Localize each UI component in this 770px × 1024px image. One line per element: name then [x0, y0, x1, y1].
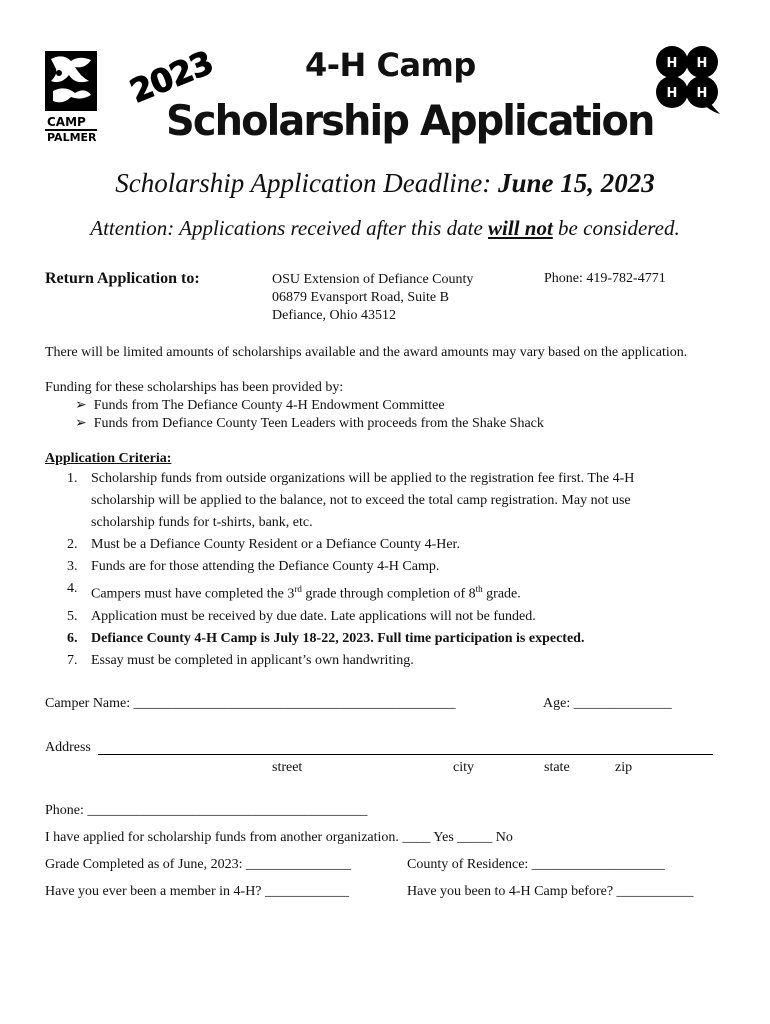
county-field[interactable]: County of Residence: ___________________ — [407, 857, 665, 872]
svg-text:PALMER: PALMER — [47, 131, 97, 143]
main-title: Scholarship Application — [166, 96, 654, 145]
attention-prefix: Attention: Applications received after this date — [90, 216, 489, 240]
camp-before-field[interactable]: Have you been to 4-H Camp before? ___________ — [407, 884, 694, 899]
year-title: 2023 — [124, 43, 218, 111]
svg-text:CAMP: CAMP — [47, 115, 86, 129]
svg-text:H: H — [666, 86, 678, 101]
address-sub-street: street — [272, 760, 303, 775]
deadline-prefix: Scholarship Application Deadline: — [115, 168, 498, 198]
arrow-bullet-icon: ➢ — [75, 398, 87, 413]
other-org-field[interactable]: I have applied for scholarship funds from another organization. ____ Yes _____ No — [45, 830, 513, 845]
grade-field[interactable]: Grade Completed as of June, 2023: _______________ — [45, 857, 352, 872]
criteria-heading: Application Criteria: — [45, 451, 172, 466]
list-item: 5. Application must be received by due date. Late applications will not be funded. — [67, 608, 536, 624]
list-item: 7. Essay must be completed in applicant’s own handwriting. — [67, 652, 414, 668]
camp-title: 4-H Camp — [305, 46, 476, 84]
list-item: 2. Must be a Defiance County Resident or a Defiance County 4-Her. — [67, 537, 460, 552]
phone-field[interactable]: Phone: ________________________________________ — [45, 803, 368, 818]
criteria-list — [67, 468, 727, 672]
address-line: 06879 Evansport Road, Suite B — [272, 290, 449, 305]
deadline-date: June 15, 2023 — [497, 168, 655, 198]
return-address — [272, 271, 473, 325]
address-line: OSU Extension of Defiance County — [272, 272, 474, 287]
svg-text:H: H — [696, 56, 708, 71]
funding-intro: Funding for these scholarships has been provided by: — [45, 380, 344, 395]
arrow-bullet-icon: ➢ — [75, 416, 87, 431]
address-line: Defiance, Ohio 43512 — [272, 308, 397, 323]
attention-line — [0, 216, 770, 241]
list-item: ➢ Funds from The Defiance County 4-H Endowment Committee — [75, 398, 445, 413]
member-field[interactable]: Have you ever been a member in 4-H? ____________ — [45, 884, 350, 899]
deadline-line — [0, 168, 770, 199]
camper-name-field[interactable]: Camper Name: ______________________________________________ — [45, 696, 456, 711]
address-sub-state: state — [544, 760, 570, 775]
funding-list — [75, 397, 544, 433]
address-sub-city: city — [453, 760, 474, 775]
list-item: ➢ Funds from Defiance County Teen Leaders with proceeds from the Shake Shack — [75, 416, 544, 431]
attention-emphasis: will not — [488, 216, 553, 240]
list-item: 4. Campers must have completed the 3rd grade through completion of 8th grade. — [67, 581, 521, 602]
svg-text:H: H — [666, 56, 678, 71]
list-item: 3. Funds are for those attending the Defiance County 4-H Camp. — [67, 559, 440, 574]
attention-suffix: be considered. — [552, 216, 680, 240]
office-phone: Phone: 419-782-4771 — [544, 271, 666, 286]
list-item: 1. Scholarship funds from outside organizations will be applied to the registration fee first. The 4-H scholarship will be applied to the balance, not to exceed the total camp registration. May not use scholarship funds for t-shirts, bank, etc. — [67, 471, 635, 530]
svg-text:H: H — [696, 86, 708, 101]
return-label: Return Application to: — [45, 270, 200, 287]
address-label: Address — [45, 740, 91, 755]
age-field[interactable]: Age: ______________ — [543, 696, 672, 711]
camp-palmer-logo — [45, 51, 97, 143]
address-sub-zip: zip — [615, 760, 633, 775]
limited-note: There will be limited amounts of scholarships available and the award amounts may vary based on the application. — [45, 345, 688, 360]
address-field[interactable] — [98, 754, 713, 755]
4h-clover-icon — [652, 42, 724, 116]
list-item: 6. Defiance County 4-H Camp is July 18-22, 2023. Full time participation is expected. — [67, 630, 585, 646]
